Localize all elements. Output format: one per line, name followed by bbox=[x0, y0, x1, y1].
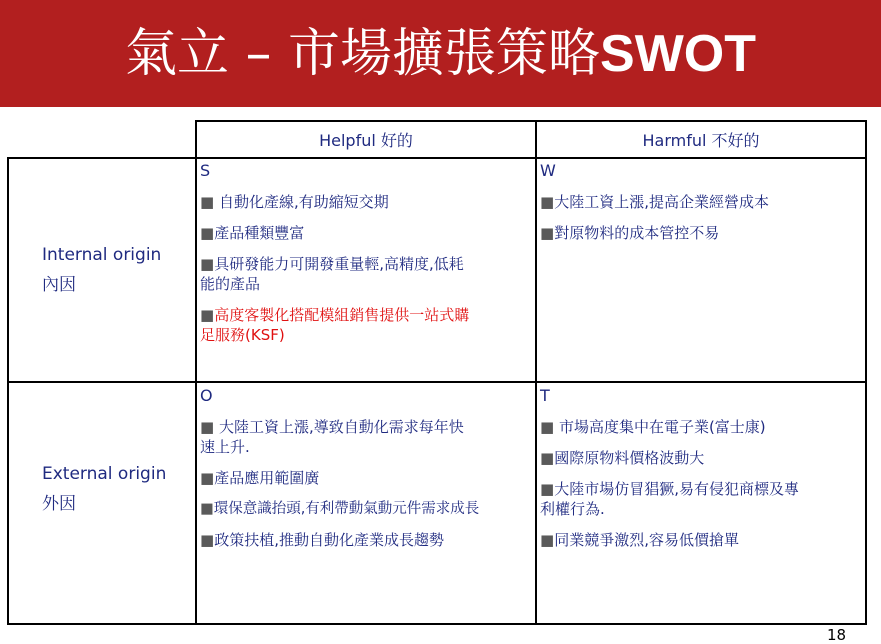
row-label-internal-en: Internal origin bbox=[42, 245, 162, 265]
list-item bbox=[200, 223, 533, 243]
grid-bottom-line bbox=[7, 623, 867, 625]
list-item-text: 對原物料的成本管控不易 bbox=[554, 224, 720, 242]
cell-letter-s: S bbox=[200, 161, 211, 180]
list-item bbox=[540, 530, 862, 550]
list-item bbox=[200, 468, 533, 488]
grid-top-line bbox=[195, 120, 867, 122]
cell-weaknesses bbox=[540, 161, 862, 254]
bullet-square-icon: ■ bbox=[200, 418, 219, 436]
cell-letter-t: T bbox=[540, 386, 550, 405]
list-item bbox=[200, 530, 533, 550]
list-item-text: 政策扶植,推動自動化產業成長趨勢 bbox=[214, 531, 444, 549]
list-item-text: 國際原物料價格波動大 bbox=[554, 449, 705, 467]
list-item bbox=[200, 254, 533, 294]
list-item bbox=[540, 479, 862, 519]
grid-right-line bbox=[865, 120, 867, 625]
list-item bbox=[200, 499, 533, 519]
bullet-square-icon: ■ bbox=[200, 469, 215, 487]
list-item-text: 大陸工資上漲,提高企業經營成本 bbox=[554, 193, 769, 211]
list-item-text: 自動化產線,有助縮短交期 bbox=[218, 193, 389, 211]
list-item-text: 產品應用範圍廣 bbox=[214, 469, 320, 487]
title-latin: SWOT bbox=[600, 25, 757, 83]
bullet-square-icon: ■ bbox=[540, 480, 555, 498]
bullet-square-icon: ■ bbox=[540, 224, 555, 242]
list-item bbox=[200, 192, 533, 212]
bullet-square-icon: ■ bbox=[200, 224, 215, 242]
cell-opportunities bbox=[200, 386, 533, 561]
list-item-text: 市場高度集中在電子業(富士康) bbox=[558, 418, 766, 436]
page-number: 18 bbox=[827, 626, 847, 644]
page-title bbox=[0, 18, 881, 90]
list-item bbox=[540, 192, 862, 212]
cell-threats bbox=[540, 386, 862, 561]
bullet-square-icon: ■ bbox=[540, 193, 555, 211]
row-label-external-en: External origin bbox=[42, 464, 167, 484]
list-item-text: 大陸工資上漲,導致自動化需求每年快 速上升. bbox=[200, 418, 464, 456]
bullet-square-icon: ■ bbox=[200, 531, 215, 549]
row-label-external-zh: 外因 bbox=[42, 494, 76, 514]
list-item-text: 高度客製化搭配模組銷售提供一站式購 足服務(KSF) bbox=[200, 306, 470, 344]
cell-strengths bbox=[200, 161, 533, 356]
list-item bbox=[540, 417, 862, 437]
cell-letter-w: W bbox=[540, 161, 556, 180]
grid-middle-line bbox=[7, 381, 867, 383]
row-label-external bbox=[42, 459, 166, 519]
bullet-square-icon: ■ bbox=[200, 306, 215, 324]
list-item-text: 具研發能力可開發重量輕,高精度,低耗 能的產品 bbox=[200, 255, 464, 293]
bullet-square-icon: ■ bbox=[200, 193, 219, 211]
bullet-square-icon: ■ bbox=[540, 531, 555, 549]
row-label-internal bbox=[42, 240, 161, 300]
header-harmful: Harmful 不好的 bbox=[642, 131, 760, 150]
list-item bbox=[540, 223, 862, 243]
list-item-text: 大陸市場仿冒猖獗,易有侵犯商標及專 利權行為. bbox=[540, 480, 799, 518]
list-item-text: 產品種類豐富 bbox=[214, 224, 305, 242]
title-cjk: 氣立 – 市場擴張策略 bbox=[124, 24, 601, 84]
cell-letter-o: O bbox=[200, 386, 213, 405]
grid-col1-line bbox=[195, 120, 197, 625]
grid-left-line bbox=[7, 157, 9, 625]
row-label-internal-zh: 內因 bbox=[42, 275, 76, 295]
header-helpful: Helpful 好的 bbox=[319, 131, 413, 150]
bullet-square-icon: ■ bbox=[540, 418, 559, 436]
list-item bbox=[540, 448, 862, 468]
bullet-square-icon: ■ bbox=[200, 255, 215, 273]
list-item-text: 同業競爭激烈,容易低價搶單 bbox=[554, 531, 739, 549]
list-item bbox=[200, 417, 533, 457]
list-item-text: 環保意識抬頭,有利帶動氣動元件需求成長 bbox=[213, 501, 480, 517]
bullet-square-icon: ■ bbox=[200, 501, 214, 517]
list-item-highlight bbox=[200, 305, 533, 345]
bullet-square-icon: ■ bbox=[540, 449, 555, 467]
grid-col2-line bbox=[535, 120, 537, 625]
